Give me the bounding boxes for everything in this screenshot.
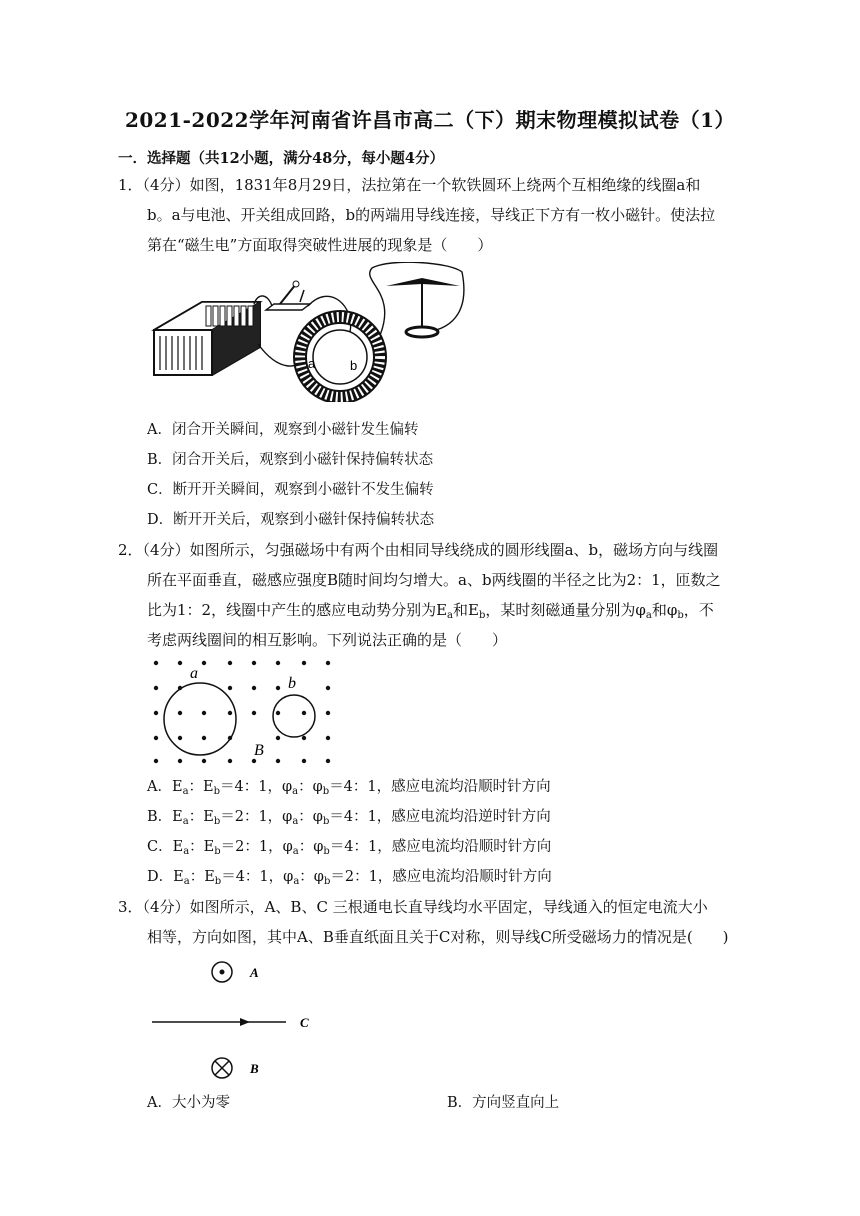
- q3-option-a: A．大小为零: [147, 1095, 230, 1111]
- q2-text-line: 考虑两线圈间的相互影响。下列说法正确的是（ ）: [147, 631, 508, 649]
- coil-a-label: a: [308, 356, 316, 371]
- q1-faraday-ring-figure: [150, 262, 470, 402]
- section-heading: 一．选择题（共12小题，满分48分，每小题4分）: [118, 150, 444, 167]
- q3-wires-figure: [150, 958, 330, 1083]
- q2-text-line: 2．（4分）如图所示，匀强磁场中有两个由相同导线绕成的圆形线圈a、b，磁场方向与线圈: [118, 541, 719, 559]
- coil-b-circle: [273, 695, 315, 737]
- q2-option-a: A．$E_a$：$E_b=4$：1，$\varphi_a$：$\varphi_b=4$：1，感应电流均沿顺时针方向: [147, 779, 551, 797]
- wire-c-label: C: [300, 1015, 309, 1030]
- q1-option-d: D．断开开关后，观察到小磁针保持偏转状态: [147, 512, 435, 528]
- q1-text-line: b。a与电池、开关组成回路，b的两端用导线连接，导线正下方有一枚小磁针。使法拉: [147, 206, 716, 224]
- q3-option-b: B．方向竖直向上: [447, 1095, 560, 1111]
- q1-option-c: C．断开开关瞬间，观察到小磁针不发生偏转: [147, 482, 434, 498]
- q2-option-b: B．$E_a$：$E_b=2$：1，$\varphi_a$：$\varphi_b=4$：1，感应电流均沿逆时针方向: [147, 809, 551, 827]
- coil-b-label: b: [350, 358, 358, 373]
- coil-b-label: b: [288, 675, 296, 692]
- q2-text-line: 所在平面垂直，磁感应强度B随时间均匀增大。a、b两线圈的半径之比为2：1，匝数之: [147, 571, 721, 589]
- q2-option-c: C．$E_a$：$E_b=2$：1，$\varphi_a$：$\varphi_b=4$：1，感应电流均沿顺时针方向: [147, 839, 552, 857]
- coil-a-label: a: [190, 665, 198, 682]
- q1-text-line: 第在“磁生电”方面取得突破性进展的现象是（ ）: [147, 236, 493, 254]
- page-title: 2021-2022学年河南省许昌市高二（下）期末物理模拟试卷（1）: [124, 108, 736, 132]
- q1-option-a: A．闭合开关瞬间，观察到小磁针发生偏转: [147, 422, 419, 438]
- q3-text-line: 相等，方向如图，其中A、B垂直纸面且关于C对称，则导线C所受磁场力的情况是( ): [147, 928, 729, 946]
- q2-magnetic-field-figure: [148, 655, 348, 770]
- q2-text-line: 比为1：2，线圈中产生的感应电动势分别为$E_a$和$E_b$，某时刻磁通量分别为$\varphi_a$和$\varphi_b$，不: [147, 601, 714, 621]
- q1-option-b: B．闭合开关后，观察到小磁针保持偏转状态: [147, 452, 434, 468]
- q1-text-line: 1．（4分）如图，1831年8月29日，法拉第在一个软铁圆环上绕两个互相绝缘的线圈a和: [118, 176, 701, 194]
- wire-a-label: A: [250, 965, 259, 980]
- field-b-label: B: [254, 742, 264, 759]
- q3-text-line: 3．（4分）如图所示，A、B、C 三根通电长直导线均水平固定，导线通入的恒定电流大小: [118, 898, 708, 916]
- wire-b-label: B: [250, 1061, 259, 1076]
- q2-option-d: D．$E_a$：$E_b=4$：1，$\varphi_a$：$\varphi_b=2$：1，感应电流均沿顺时针方向: [147, 869, 552, 887]
- coil-a-circle: [164, 683, 236, 755]
